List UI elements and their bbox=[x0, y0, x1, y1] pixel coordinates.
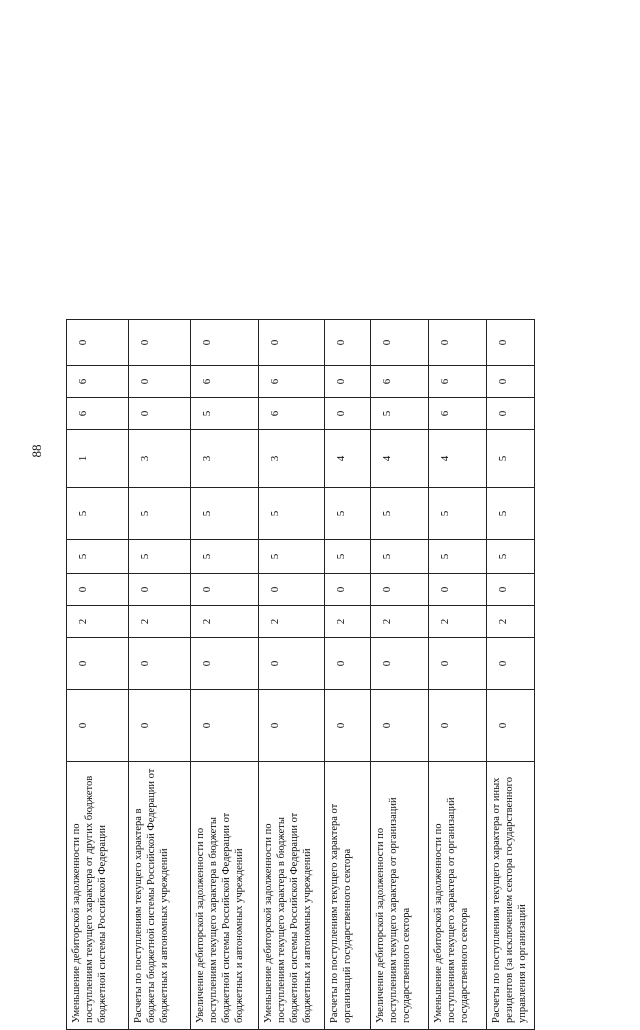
code-cell: 0 bbox=[371, 690, 429, 762]
code-cell: 0 bbox=[191, 638, 259, 690]
code-cell: 5 bbox=[429, 488, 487, 540]
code-cell: 2 bbox=[429, 606, 487, 638]
code-cell: 0 bbox=[371, 574, 429, 606]
code-cell: 5 bbox=[67, 540, 129, 574]
code-cell: 0 bbox=[325, 398, 371, 430]
code-cell: 0 bbox=[371, 320, 429, 366]
code-cell: 0 bbox=[129, 574, 191, 606]
code-cell: 6 bbox=[371, 366, 429, 398]
table-row bbox=[129, 320, 191, 1030]
code-cell: 5 bbox=[487, 488, 535, 540]
code-cell: 2 bbox=[371, 606, 429, 638]
code-cell: 0 bbox=[429, 690, 487, 762]
code-cell: 5 bbox=[371, 540, 429, 574]
code-cell: 0 bbox=[487, 398, 535, 430]
code-cell: 6 bbox=[429, 398, 487, 430]
page-number: 88 bbox=[29, 444, 44, 458]
code-cell: 3 bbox=[259, 430, 325, 488]
code-cell: 0 bbox=[129, 638, 191, 690]
code-cell: 0 bbox=[259, 320, 325, 366]
table-row bbox=[371, 320, 429, 1030]
table-row bbox=[487, 320, 535, 1030]
code-cell: 5 bbox=[67, 488, 129, 540]
table-row bbox=[429, 320, 487, 1030]
code-cell: 0 bbox=[67, 574, 129, 606]
code-cell: 5 bbox=[129, 540, 191, 574]
code-cell: 0 bbox=[325, 320, 371, 366]
code-cell: 0 bbox=[325, 690, 371, 762]
row-description: Расчеты по поступлениям текущего характера от организаций государственного сектора bbox=[325, 762, 371, 1030]
code-cell: 0 bbox=[129, 398, 191, 430]
row-description: Расчеты по поступлениям текущего характера от иных резидентов (за исключением сектора государственного управления и организаций bbox=[487, 762, 535, 1030]
code-cell: 6 bbox=[191, 366, 259, 398]
row-description: Уменьшение дебиторской задолженности по поступлениям текущего характера от организаций государственного сектора bbox=[429, 762, 487, 1030]
table-row bbox=[191, 320, 259, 1030]
code-cell: 1 bbox=[67, 430, 129, 488]
row-description: Увеличение дебиторской задолженности по поступлениям текущего характера от организаций государственного сектора bbox=[371, 762, 429, 1030]
table-body bbox=[67, 320, 535, 1030]
code-cell: 2 bbox=[259, 606, 325, 638]
code-cell: 0 bbox=[129, 690, 191, 762]
rotated-table-wrapper bbox=[66, 320, 534, 1030]
code-cell: 5 bbox=[259, 540, 325, 574]
row-description: Уменьшение дебиторской задолженности по поступлениям текущего характера в бюджеты бюджетной системы Российской Федерации от бюджетных и автономных учреждений bbox=[259, 762, 325, 1030]
row-description: Увеличение дебиторской задолженности по поступлениям текущего характера в бюджеты бюджетной системы Российской Федерации от бюджетных и автономных учреждений bbox=[191, 762, 259, 1030]
code-cell: 0 bbox=[429, 638, 487, 690]
code-cell: 0 bbox=[487, 690, 535, 762]
code-cell: 2 bbox=[487, 606, 535, 638]
code-cell: 0 bbox=[67, 690, 129, 762]
code-cell: 6 bbox=[259, 366, 325, 398]
code-cell: 5 bbox=[371, 398, 429, 430]
code-cell: 3 bbox=[191, 430, 259, 488]
code-cell: 4 bbox=[371, 430, 429, 488]
table-row bbox=[325, 320, 371, 1030]
code-cell: 5 bbox=[429, 540, 487, 574]
code-cell: 0 bbox=[487, 366, 535, 398]
code-cell: 5 bbox=[191, 398, 259, 430]
code-cell: 0 bbox=[191, 690, 259, 762]
code-cell: 4 bbox=[325, 430, 371, 488]
code-cell: 6 bbox=[67, 366, 129, 398]
code-cell: 2 bbox=[191, 606, 259, 638]
code-cell: 3 bbox=[129, 430, 191, 488]
code-cell: 4 bbox=[429, 430, 487, 488]
code-cell: 0 bbox=[259, 574, 325, 606]
code-cell: 0 bbox=[325, 638, 371, 690]
code-cell: 0 bbox=[429, 574, 487, 606]
accounts-table bbox=[66, 319, 535, 1030]
code-cell: 0 bbox=[129, 320, 191, 366]
code-cell: 0 bbox=[487, 320, 535, 366]
code-cell: 5 bbox=[191, 540, 259, 574]
code-cell: 6 bbox=[259, 398, 325, 430]
row-description: Расчеты по поступлениям текущего характера в бюджеты бюджетной системы Российской Федерации от бюджетных и автономных учреждений bbox=[129, 762, 191, 1030]
code-cell: 2 bbox=[67, 606, 129, 638]
table-row bbox=[259, 320, 325, 1030]
code-cell: 5 bbox=[325, 540, 371, 574]
code-cell: 0 bbox=[191, 320, 259, 366]
code-cell: 5 bbox=[259, 488, 325, 540]
code-cell: 0 bbox=[67, 320, 129, 366]
code-cell: 5 bbox=[487, 430, 535, 488]
code-cell: 0 bbox=[259, 690, 325, 762]
code-cell: 5 bbox=[325, 488, 371, 540]
code-cell: 2 bbox=[325, 606, 371, 638]
code-cell: 0 bbox=[67, 638, 129, 690]
code-cell: 0 bbox=[487, 574, 535, 606]
code-cell: 5 bbox=[129, 488, 191, 540]
code-cell: 0 bbox=[191, 574, 259, 606]
code-cell: 5 bbox=[487, 540, 535, 574]
code-cell: 5 bbox=[371, 488, 429, 540]
code-cell: 0 bbox=[325, 574, 371, 606]
code-cell: 0 bbox=[129, 366, 191, 398]
code-cell: 6 bbox=[429, 366, 487, 398]
code-cell: 0 bbox=[487, 638, 535, 690]
code-cell: 0 bbox=[429, 320, 487, 366]
code-cell: 0 bbox=[325, 366, 371, 398]
code-cell: 0 bbox=[259, 638, 325, 690]
code-cell: 0 bbox=[371, 638, 429, 690]
code-cell: 6 bbox=[67, 398, 129, 430]
code-cell: 5 bbox=[191, 488, 259, 540]
table-row bbox=[67, 320, 129, 1030]
code-cell: 2 bbox=[129, 606, 191, 638]
row-description: Уменьшение дебиторской задолженности по поступлениям текущего характера от других бюджетов бюджетной системы Российской Федерации bbox=[67, 762, 129, 1030]
